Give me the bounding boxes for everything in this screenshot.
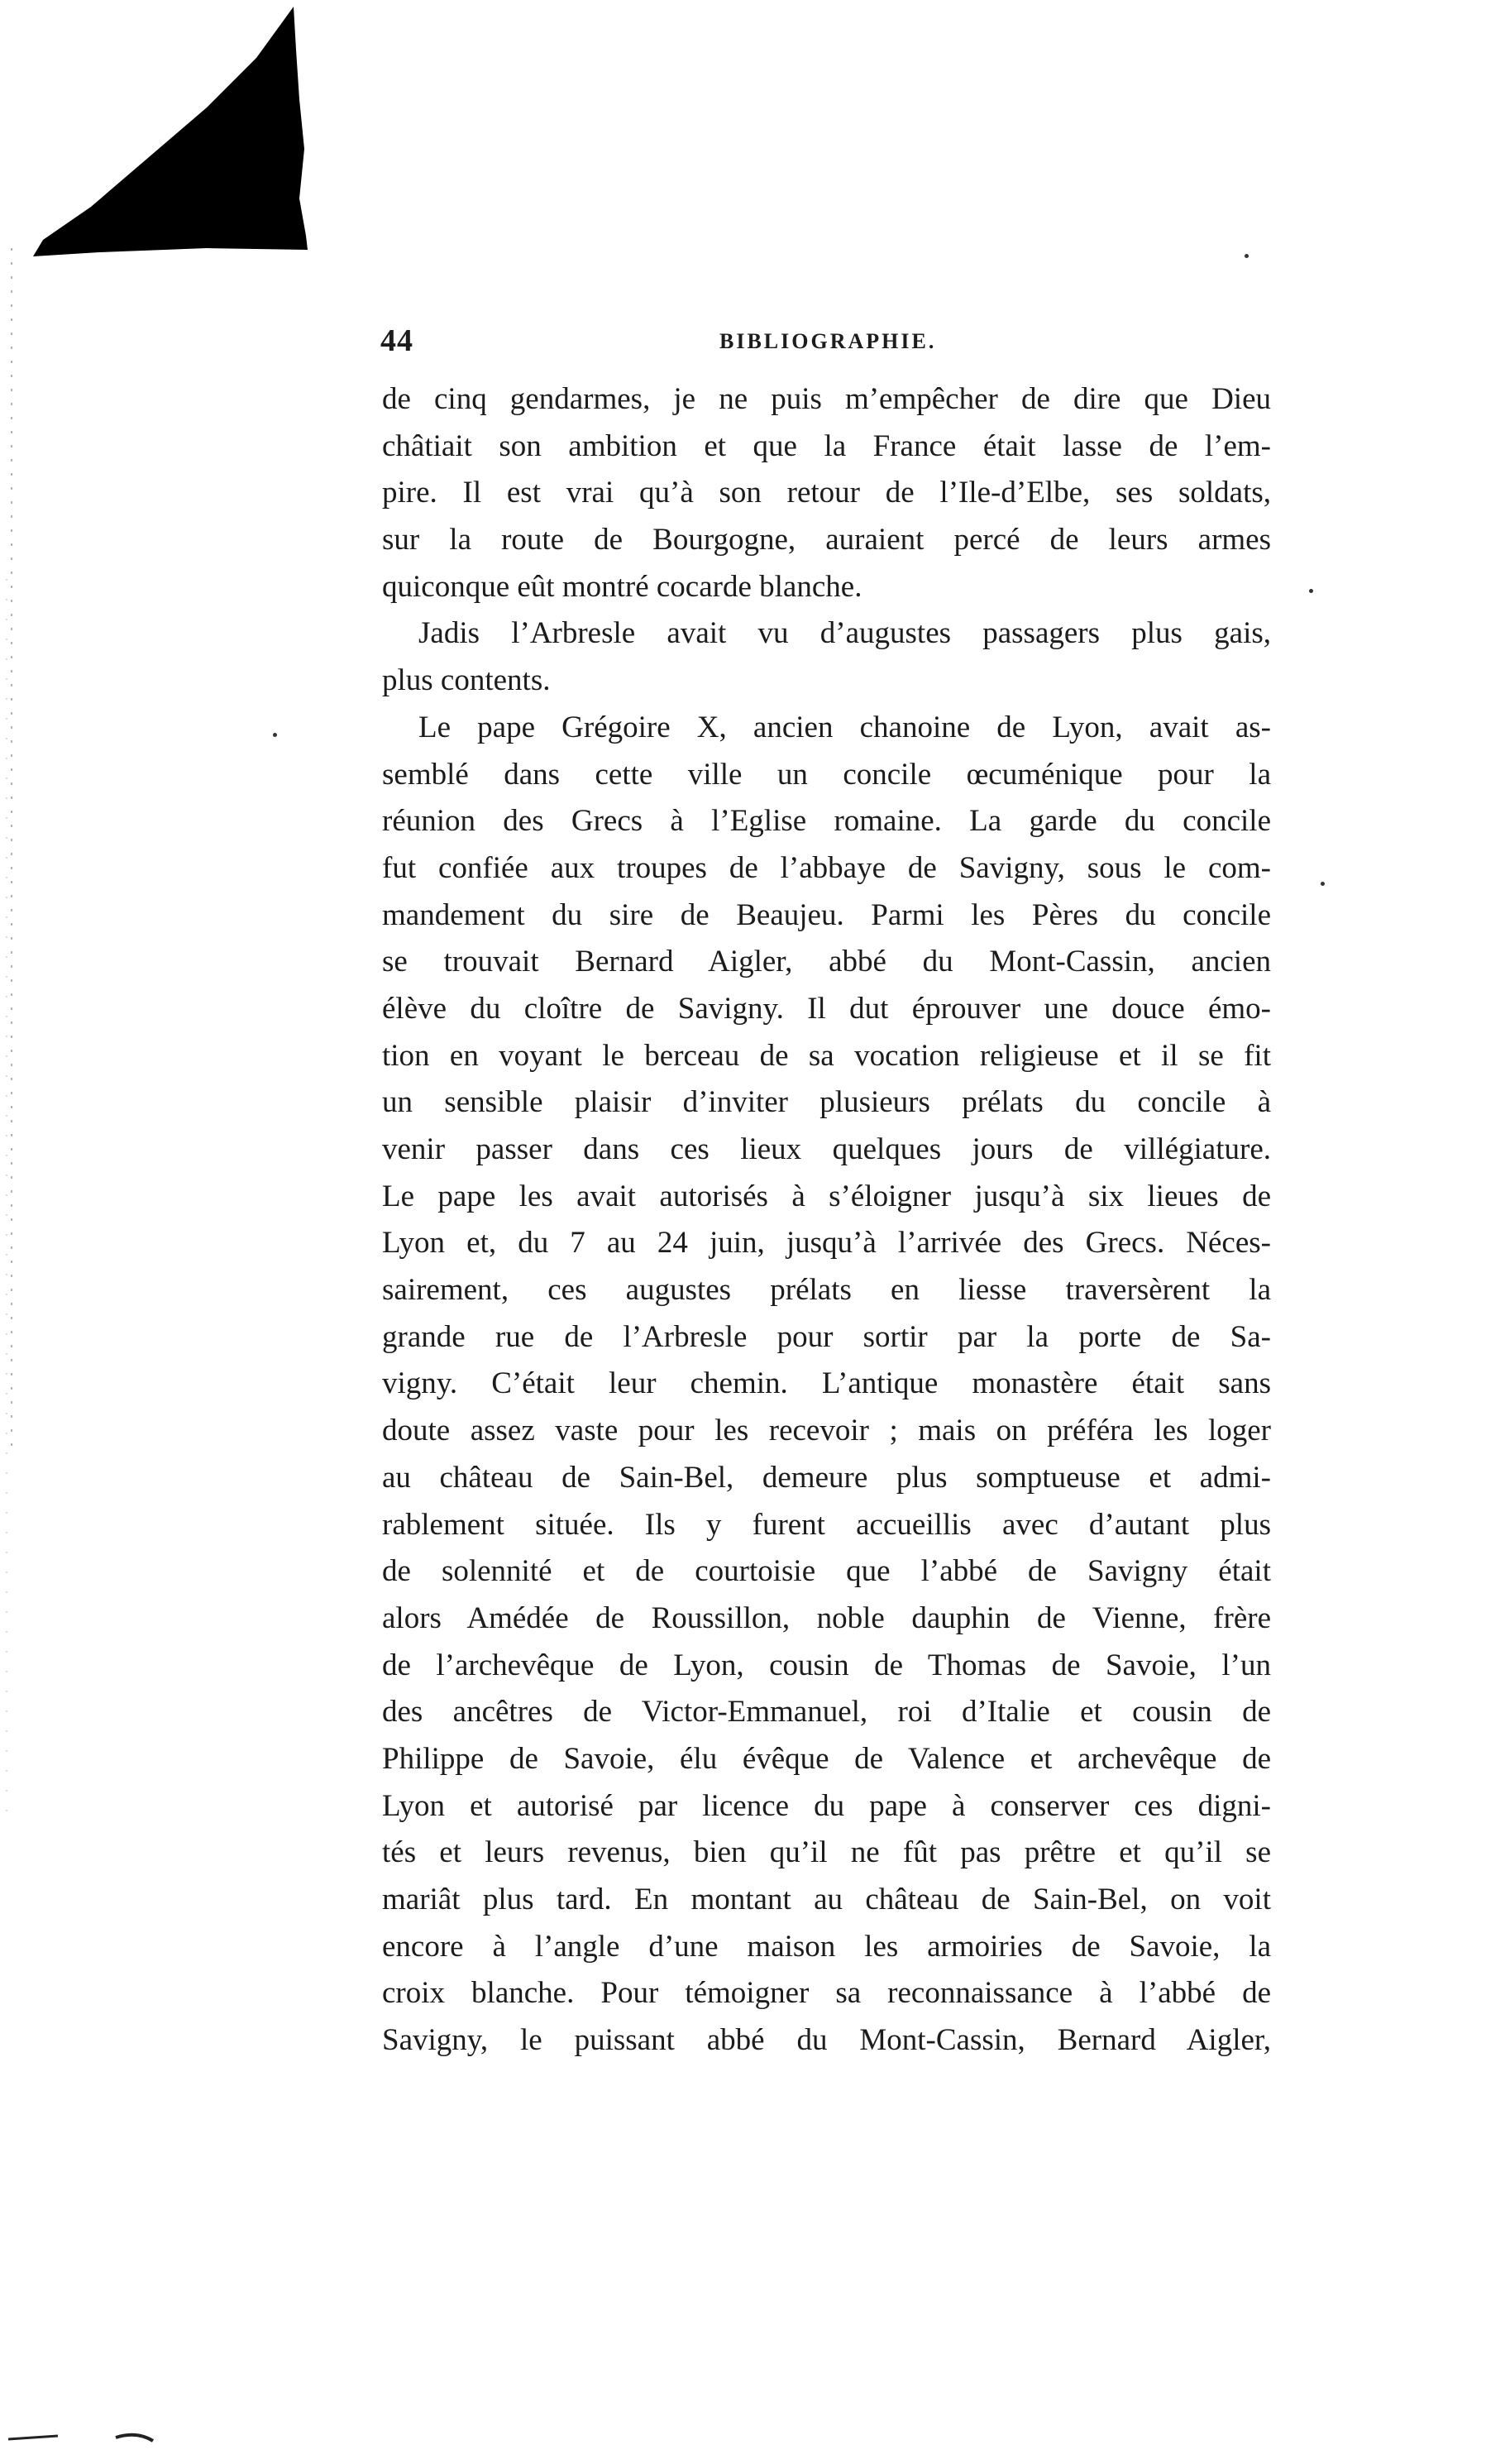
text-line: quiconque eût montré cocarde blanche.	[382, 569, 862, 604]
text-line: mariât plus tard. En montant au château de Sain-Bel, on voit	[382, 1883, 1271, 1916]
text-line: fut confiée aux troupes de l’abbaye de Savigny, sous le com-	[382, 850, 1271, 885]
text-line: sur la route de Bourgogne, auraient percé de leurs armes	[382, 523, 1271, 557]
text-line: semblé dans cette ville un concile œcuménique pour la	[382, 757, 1271, 792]
text-line: châtiait son ambition et que la France était lasse de l’em-	[382, 428, 1271, 463]
text-line: venir passer dans ces lieux quelques jours de villégiature.	[382, 1132, 1271, 1166]
text-line: pire. Il est vrai qu’à son retour de l’Ile-d’Elbe, ses soldats,	[382, 476, 1271, 510]
text-line: sairement, ces augustes prélats en liesse traversèrent la	[382, 1273, 1271, 1308]
text-line: Le pape Grégoire X, ancien chanoine de Lyon, avait as-	[418, 710, 1271, 744]
bottom-scan-mark	[0, 2414, 182, 2464]
torn-corner-fold	[0, 0, 356, 265]
stray-speck	[1321, 882, 1325, 886]
text-line: se trouvait Bernard Aigler, abbé du Mont-Cassin, ancien	[382, 945, 1271, 979]
scan-edge-marks	[0, 0, 25, 2464]
page-header	[380, 323, 1273, 364]
text-line: Savigny, le puissant abbé du Mont-Cassin, Bernard Aigler,	[382, 2023, 1271, 2058]
stray-speck	[1309, 589, 1313, 593]
text-line: réunion des Grecs à l’Eglise romaine. La garde du concile	[382, 804, 1271, 839]
text-line: de cinq gendarmes, je ne puis m’empêcher de dire que Dieu	[382, 382, 1271, 416]
body-text	[382, 376, 1271, 2064]
stray-speck	[1245, 254, 1249, 258]
text-line: Lyon et, du 7 au 24 juin, jusqu’à l’arrivée des Grecs. Néces-	[382, 1226, 1271, 1261]
text-line: Philippe de Savoie, élu évêque de Valence et archevêque de	[382, 1741, 1271, 1776]
text-line: tion en voyant le berceau de sa vocation religieuse et il se fit	[382, 1038, 1271, 1073]
text-line: au château de Sain-Bel, demeure plus somptueuse et admi-	[382, 1460, 1271, 1495]
text-line: élève du cloître de Savigny. Il dut éprouver une douce émo-	[382, 991, 1271, 1026]
page-number: 44	[380, 323, 413, 358]
text-line: de solennité et de courtoisie que l’abbé de Savigny était	[382, 1554, 1271, 1589]
text-line: croix blanche. Pour témoigner sa reconnaissance à l’abbé de	[382, 1976, 1271, 2011]
text-line: tés et leurs revenus, bien qu’il ne fût pas prêtre et qu’il se	[382, 1835, 1271, 1870]
running-title: BIBLIOGRAPHIE.	[719, 329, 937, 353]
text-line: des ancêtres de Victor-Emmanuel, roi d’Italie et cousin de	[382, 1695, 1271, 1730]
text-line: Jadis l’Arbresle avait vu d’augustes passagers plus gais,	[418, 616, 1271, 651]
text-line: encore à l’angle d’une maison les armoiries de Savoie, la	[382, 1929, 1271, 1964]
text-line: mandement du sire de Beaujeu. Parmi les Pères du concile	[382, 897, 1271, 932]
text-line: Le pape les avait autorisés à s’éloigner jusqu’à six lieues de	[382, 1179, 1271, 1213]
text-line: plus contents.	[382, 663, 551, 698]
text-line: alors Amédée de Roussillon, noble dauphin de Vienne, frère	[382, 1600, 1271, 1635]
text-line: vigny. C’était leur chemin. L’antique monastère était sans	[382, 1366, 1271, 1401]
text-line: doute assez vaste pour les recevoir ; mais on préféra les loger	[382, 1414, 1271, 1448]
text-line: Lyon et autorisé par licence du pape à conserver ces digni-	[382, 1788, 1271, 1823]
text-line: de l’archevêque de Lyon, cousin de Thomas de Savoie, l’un	[382, 1648, 1271, 1682]
text-line: rablement située. Ils y furent accueillis avec d’autant plus	[382, 1507, 1271, 1542]
stray-speck	[273, 733, 277, 737]
text-line: un sensible plaisir d’inviter plusieurs prélats du concile à	[382, 1085, 1271, 1120]
text-line: grande rue de l’Arbresle pour sortir par la porte de Sa-	[382, 1319, 1271, 1354]
